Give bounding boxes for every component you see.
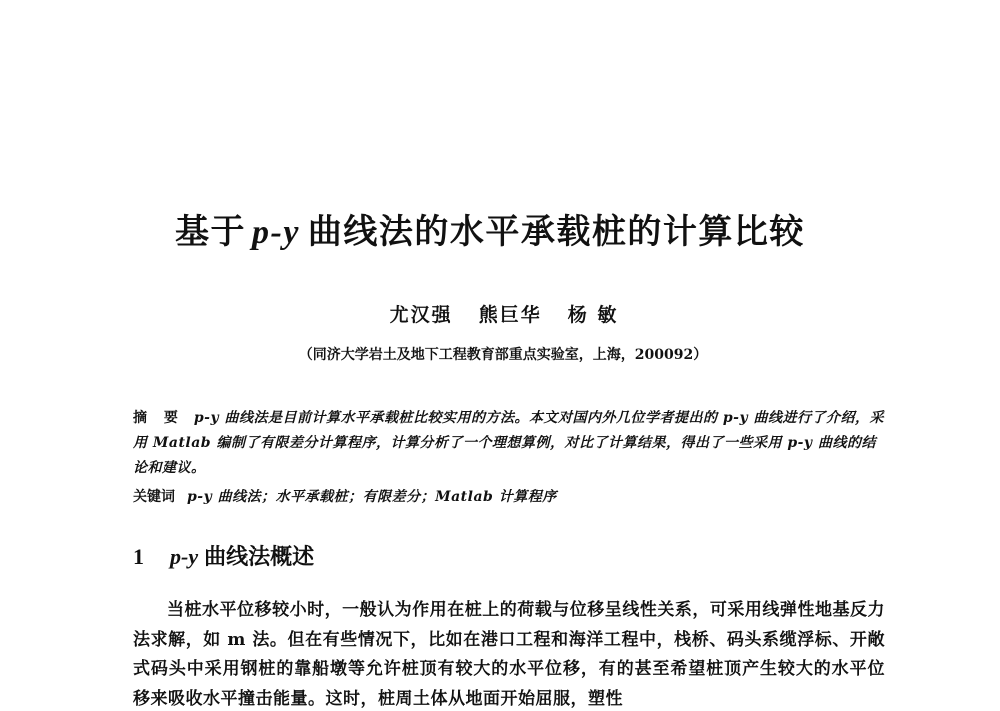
keywords [133, 485, 885, 510]
title-py-term: p-y [252, 214, 300, 251]
abstract-text: p-y 曲线法是目前计算水平承载桩比较实用的方法。本文对国内外几位学者提出的 p-y 曲线进行了介绍，采用 Matlab 编制了有限差分计算程序，计算分析了一个理想算例，对比了计算结果，得出了一些采用 p-y 曲线的结论和建议。 [133, 410, 884, 476]
abstract [133, 406, 885, 481]
title-suffix: 曲线法的水平承载桩的计算比较 [307, 212, 805, 252]
section-heading [133, 540, 314, 571]
section-py-term: p-y [170, 544, 199, 569]
abstract-label: 摘 要 [133, 410, 184, 426]
author-name: 杨 敏 [567, 304, 619, 326]
author-name: 熊巨华 [478, 304, 542, 326]
section-title: 曲线法概述 [204, 544, 315, 570]
author-name: 尤汉强 [389, 304, 453, 326]
body-paragraph: 当桩水平位移较小时，一般认为作用在桩上的荷载与位移呈线性关系，可采用线弹性地基反力法求解，如 m 法。但在有些情况下，比如在港口工程和海洋工程中，栈桥、码头系缆浮标、开敞式码头中采用钢桩的靠船墩等允许桩顶有较大的水平位移，有的甚至希望桩顶产生较大的水平位移来吸收水平撞击能量。这时，桩周土体从地面开始屈服，塑性 [133, 600, 885, 709]
keywords-text: p-y 曲线法；水平承载桩；有限差分；Matlab 计算程序 [187, 489, 557, 505]
section-number: 1 [133, 544, 144, 569]
affiliation: （同济大学岩土及地下工程教育部重点实验室，上海，200092） [298, 347, 708, 363]
title-prefix: 基于 [175, 212, 246, 252]
paper-title [175, 214, 825, 251]
keywords-label: 关键词 [133, 489, 175, 505]
author-list [0, 300, 1000, 327]
